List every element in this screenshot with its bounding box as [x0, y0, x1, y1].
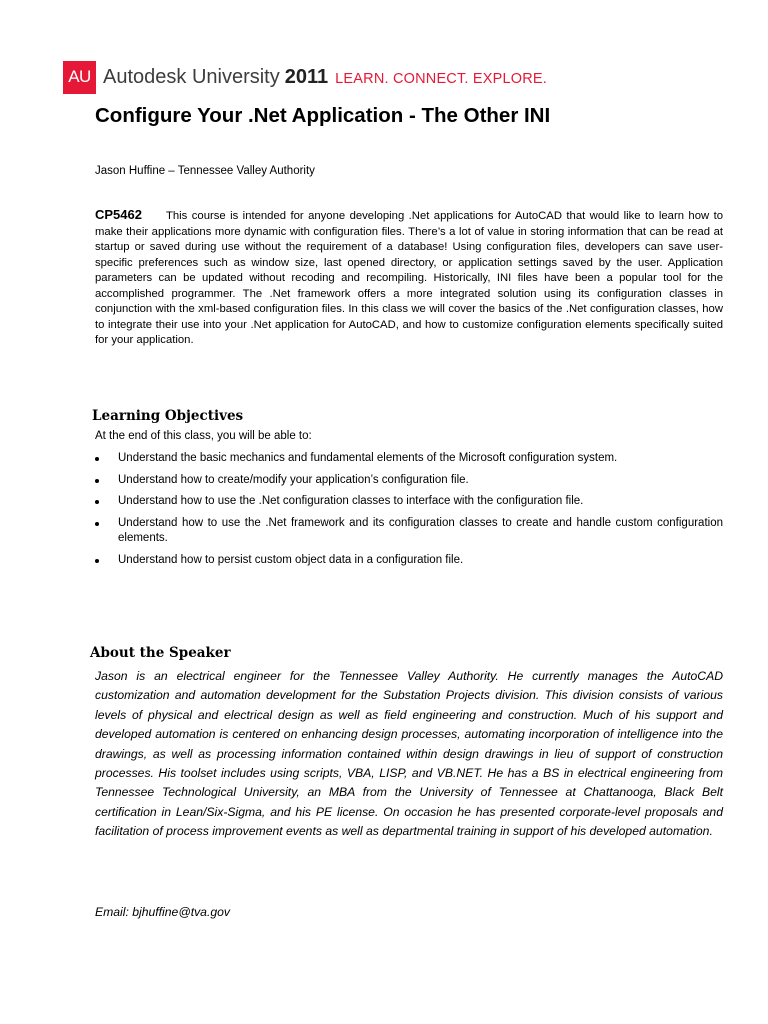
objective-item: [95, 451, 723, 467]
objective-item: [95, 494, 723, 510]
bullet-icon: [95, 457, 99, 461]
objective-item: [95, 516, 723, 547]
brand-tagline: LEARN. CONNECT. EXPLORE.: [335, 70, 548, 87]
about-speaker-heading: About the Speaker: [90, 645, 231, 661]
bullet-icon: [95, 522, 99, 526]
speaker-email: Email: bjhuffine@tva.gov: [95, 905, 230, 919]
abstract-text: This course is intended for anyone developing .Net applications for AutoCAD that would like to learn how to make their applications more dynamic with configuration files. There’s a lot of value in storing information that can be read at startup or saved during use without the requirement of a database! Using configuration files, developers can save user-specific preferences such as window size, last opened directory, or application settings saved by the user. Application parameters can be updated without recoding and recompiling. Historically, INI files have been a popular tool for the accomplished programmer. The .Net framework offers a more integrated solution using its configuration classes in conjunction with the xml-based configuration files. In this class we will cover the basics of the .Net configuration classes, how to integrate their use into your .Net application for AutoCAD, and how to customize configuration elements specifically suited for your application.: [95, 210, 723, 346]
bullet-icon: [95, 500, 99, 504]
speaker-bio: Jason is an electrical engineer for the Tennessee Valley Authority. He currently manages the AutoCAD customization and automation development for the Substation Projects division. This division consists of various levels of physical and electrical design as well as field engineering and construction. Much of his support and developed automation is centered on enhancing design processes, automating incorporation of intelligence into the drawings, as well as processing information contained within design drawings in lieu of support of construction processes. His toolset includes using scripts, VBA, LISP, and VB.NET. He has a BS in electrical engineering from Tennessee Technological University, an MBA from the University of Tennessee at Chattanooga, Black Belt certification in Lean/Six-Sigma, and his PE license. On occasion he has presented corporate-level proposals and facilitation of process improvement events as well as departmental training in support of his developed automation.: [95, 669, 723, 839]
document-title: Configure Your .Net Application - The Other INI: [95, 104, 551, 127]
objective-item: [95, 473, 723, 489]
objective-text: Understand the basic mechanics and fundamental elements of the Microsoft configuration system.: [118, 452, 618, 464]
learning-objectives-heading: Learning Objectives: [92, 408, 244, 424]
bullet-icon: [95, 559, 99, 563]
au-logo-mark: AU: [63, 61, 96, 94]
objective-text: Understand how to use the .Net framework and its configuration classes to create and handle custom configuration elements.: [118, 516, 723, 544]
learning-objectives-list: [95, 451, 723, 574]
objective-text: Understand how to create/modify your application’s configuration file.: [118, 473, 469, 486]
brand-year: 2011: [284, 65, 329, 88]
brand-wordmark: [103, 66, 547, 89]
learning-objectives-intro: At the end of this class, you will be able to:: [95, 430, 312, 442]
objective-text: Understand how to persist custom object data in a configuration file.: [118, 553, 464, 566]
objective-item: [95, 553, 723, 569]
course-code: CP5462: [95, 207, 142, 222]
autodesk-university-logo: [63, 60, 547, 94]
course-abstract: [95, 207, 723, 349]
brand-name: Autodesk University: [103, 65, 280, 88]
bullet-icon: [95, 479, 99, 483]
objective-text: Understand how to use the .Net configuration classes to interface with the configuration file.: [118, 495, 584, 507]
author-line: Jason Huffine – Tennessee Valley Authority: [95, 165, 315, 177]
